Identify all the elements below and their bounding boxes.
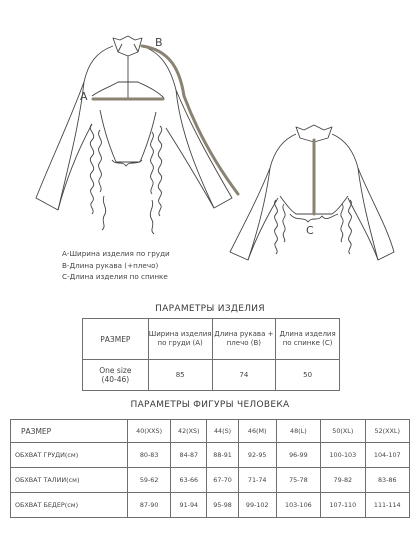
value-cell: 111-114 (365, 493, 409, 518)
back-view-drawing (230, 125, 394, 260)
value-cell: 59-62 (128, 468, 171, 493)
size-label: РАЗМЕР (11, 420, 128, 443)
header-c: Длина изделия по спинке (C) (276, 319, 340, 360)
value-cell: 88-91 (207, 443, 238, 468)
legend-c: C-Длина изделия по спинке (62, 272, 168, 281)
label-c: C (306, 224, 314, 237)
table-row (11, 443, 410, 468)
row-label: ОБХВАТ ТАЛИИ(см) (11, 468, 128, 493)
value-cell: 87-90 (128, 493, 171, 518)
front-measurements (93, 46, 238, 194)
value-cell: 92-95 (238, 443, 276, 468)
value-cell: 63-66 (171, 468, 207, 493)
value-cell: 80-83 (128, 443, 171, 468)
value-cell: 103-106 (276, 493, 320, 518)
header-size: РАЗМЕР (83, 319, 149, 360)
body-params-title: ПАРАМЕТРЫ ФИГУРЫ ЧЕЛОВЕКА (130, 400, 290, 410)
size-cell: 44(S) (207, 420, 238, 443)
cell-size: One size (40-46) (83, 360, 149, 391)
product-params-title: ПАРАМЕТРЫ ИЗДЕЛИЯ (155, 304, 265, 314)
value-cell: 100-103 (321, 443, 365, 468)
label-b: B (155, 36, 163, 49)
legend-b: B-Длина рукава (+плечо) (62, 260, 159, 270)
table-row (11, 468, 410, 493)
product-params-table (82, 318, 340, 391)
value-cell: 83-86 (365, 468, 409, 493)
size-cell: 40(XXS) (128, 420, 171, 443)
size-cell: 48(L) (276, 420, 320, 443)
value-cell: 71-74 (238, 468, 276, 493)
value-cell: 91-94 (171, 493, 207, 518)
cell-b: 74 (212, 360, 276, 391)
header-b: Длина рукава + плечо (B) (212, 319, 276, 360)
row-label: ОБХВАТ ГРУДИ(см) (11, 443, 128, 468)
value-cell: 75-78 (276, 468, 320, 493)
table-row (83, 360, 340, 391)
body-params-table (10, 419, 410, 518)
header-a: Ширина изделия по груди (А) (148, 319, 212, 360)
size-cell: 42(XS) (171, 420, 207, 443)
cell-a: 85 (148, 360, 212, 391)
cell-c: 50 (276, 360, 340, 391)
size-cell: 50(XL) (321, 420, 365, 443)
value-cell: 95-98 (207, 493, 238, 518)
value-cell: 84-87 (171, 443, 207, 468)
label-a: A (80, 90, 88, 103)
measurement-legend (62, 248, 170, 283)
value-cell: 104-107 (365, 443, 409, 468)
legend-a: A-Ширина изделия по груди (62, 249, 170, 258)
table-row (83, 319, 340, 360)
row-label: ОБХВАТ БЕДЕР(см) (11, 493, 128, 518)
value-cell: 99-102 (238, 493, 276, 518)
value-cell: 67-70 (207, 468, 238, 493)
size-cell: 46(M) (238, 420, 276, 443)
value-cell: 79-82 (321, 468, 365, 493)
value-cell: 107-110 (321, 493, 365, 518)
size-cell: 52(XXL) (365, 420, 409, 443)
value-cell: 96-99 (276, 443, 320, 468)
table-row (11, 493, 410, 518)
table-row (11, 420, 410, 443)
